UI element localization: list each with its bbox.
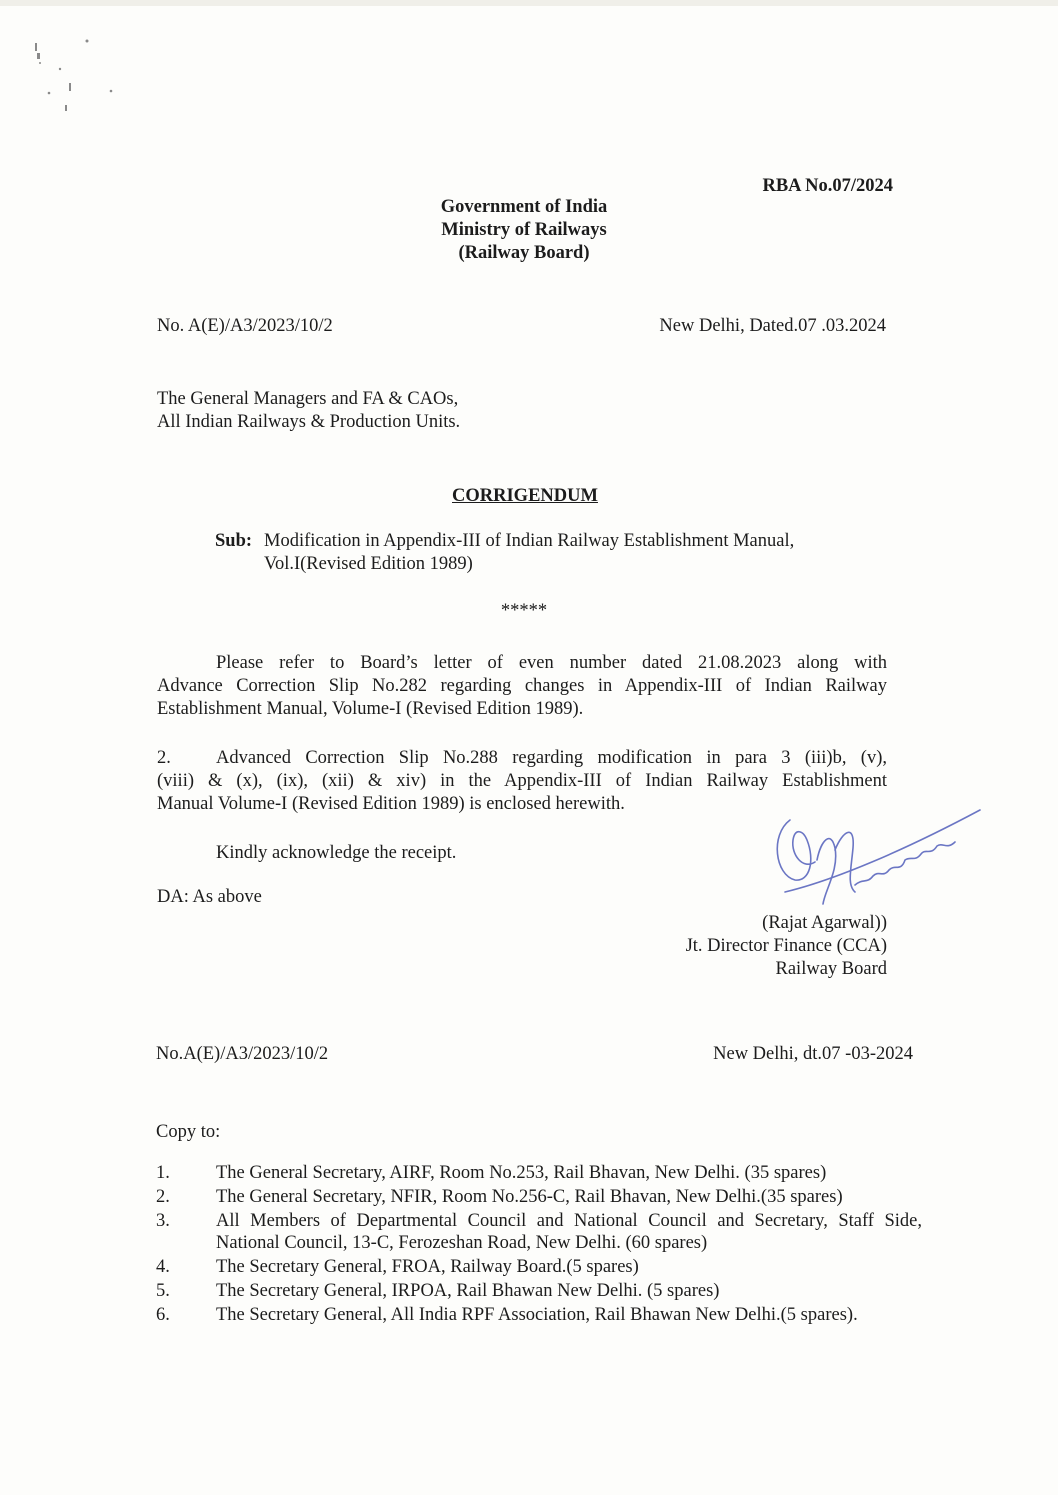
- copy-letter-number: No.A(E)/A3/2023/10/2: [156, 1044, 329, 1064]
- list-item-text: The General Secretary, NFIR, Room No.256-C, Rail Bhavan, New Delhi.(35 spares): [216, 1187, 843, 1207]
- para1-line-1: Please refer to Board’s letter of even number dated 21.08.2023 along with: [216, 653, 887, 673]
- list-item-text: The Secretary General, All India RPF Association, Rail Bhawan New Delhi.(5 spares).: [216, 1305, 858, 1325]
- scan-edge: [0, 0, 1058, 6]
- para2-line-1: Advanced Correction Slip No.288 regarding modification in para 3 (iii)b, (v),: [216, 748, 887, 768]
- copy-to-label: Copy to:: [156, 1122, 221, 1142]
- subject-line-1: Modification in Appendix-III of Indian Railway Establishment Manual,: [264, 531, 795, 551]
- list-item-number: 2.: [156, 1187, 170, 1207]
- para2-line-3: Manual Volume-I (Revised Edition 1989) is enclosed herewith.: [157, 794, 625, 814]
- handwritten-signature: [755, 800, 985, 910]
- org-name-ministry: Ministry of Railways: [441, 220, 607, 240]
- para1-line-3: Establishment Manual, Volume-I (Revised Edition 1989).: [157, 699, 584, 719]
- org-name-board: (Railway Board): [458, 243, 590, 263]
- list-item-number: 4.: [156, 1257, 170, 1277]
- para2-number: 2.: [157, 748, 171, 768]
- addressee-line-1: The General Managers and FA & CAOs,: [157, 389, 459, 409]
- subject-line-2: Vol.I(Revised Edition 1989): [264, 554, 473, 574]
- para1-line-2: Advance Correction Slip No.282 regarding changes in Appendix-III of Indian Railway: [157, 676, 887, 696]
- copy-to-list: [156, 1162, 922, 1328]
- list-item-text: The Secretary General, FROA, Railway Board.(5 spares): [216, 1257, 639, 1277]
- signatory-name: (Rajat Agarwal)): [762, 913, 887, 933]
- letter-place-date: New Delhi, Dated.07 .03.2024: [659, 316, 886, 336]
- para2-line-2: (viii) & (x), (ix), (xii) & xiv) in the Appendix-III of Indian Railway Establishment: [157, 771, 887, 791]
- signatory-office: Railway Board: [775, 959, 887, 979]
- signatory-designation: Jt. Director Finance (CCA): [685, 936, 887, 956]
- list-item: [156, 1304, 922, 1326]
- list-item: [156, 1210, 922, 1254]
- list-item-number: 6.: [156, 1305, 170, 1325]
- list-item-number: 3.: [156, 1211, 170, 1231]
- list-item: [156, 1162, 922, 1184]
- list-item-text: The Secretary General, IRPOA, Rail Bhawan New Delhi. (5 spares): [216, 1281, 720, 1301]
- org-name-government: Government of India: [440, 197, 608, 217]
- rba-number: RBA No.07/2024: [762, 176, 893, 196]
- list-item-number: 1.: [156, 1163, 170, 1183]
- list-item: [156, 1256, 922, 1278]
- separator-asterisks: *****: [500, 601, 548, 621]
- list-item-number: 5.: [156, 1281, 170, 1301]
- subject-label: Sub:: [215, 531, 253, 551]
- list-item-text: The General Secretary, AIRF, Room No.253, Rail Bhavan, New Delhi. (35 spares): [216, 1163, 827, 1183]
- acknowledge-line: Kindly acknowledge the receipt.: [216, 843, 457, 863]
- scan-speck-marks: [25, 35, 135, 125]
- list-item: [156, 1280, 922, 1302]
- list-item: [156, 1186, 922, 1208]
- letter-number: No. A(E)/A3/2023/10/2: [157, 316, 333, 336]
- enclosure-line: DA: As above: [157, 887, 262, 907]
- list-item-text: All Members of Departmental Council and National Council and Secretary, Staff Side, National Council, 13-C, Ferozeshan Road, New Delhi. (60 spares): [216, 1211, 922, 1253]
- addressee-line-2: All Indian Railways & Production Units.: [157, 412, 461, 432]
- document-title: CORRIGENDUM: [452, 486, 598, 506]
- copy-place-date: New Delhi, dt.07 -03-2024: [713, 1044, 913, 1064]
